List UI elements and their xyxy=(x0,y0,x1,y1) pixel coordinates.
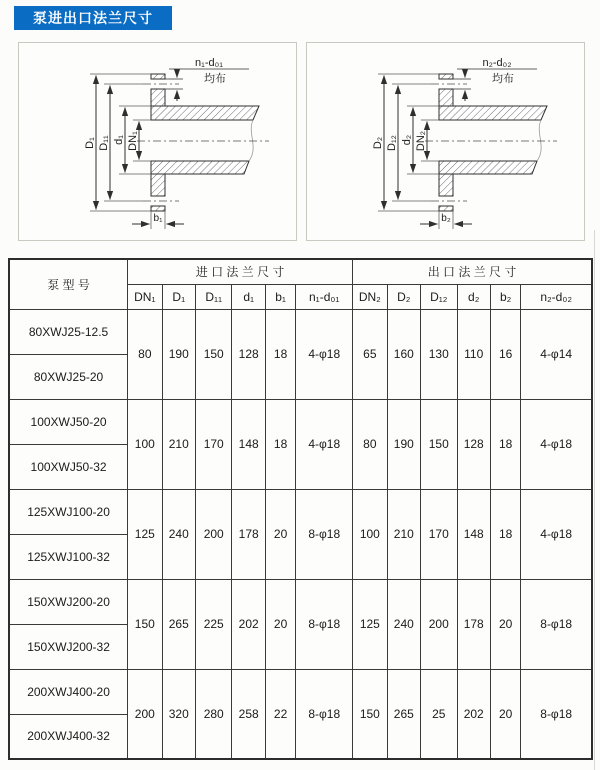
cell-model: 125XWJ100-20 xyxy=(9,489,128,534)
cell-model: 200XWJ400-20 xyxy=(9,669,128,714)
cell-model: 200XWJ400-32 xyxy=(9,714,128,759)
col-header-n1-d01: n₁-d₀₁ xyxy=(296,284,353,309)
cell-value: 8-φ18 xyxy=(296,579,353,669)
page-title: 泵进出口法兰尺寸 xyxy=(14,6,172,30)
cell-value: 200 xyxy=(421,579,457,669)
cell-value: 150 xyxy=(421,399,457,489)
col-header-D12: D₁₂ xyxy=(421,284,457,309)
cell-value: 20 xyxy=(490,579,520,669)
cell-value: 128 xyxy=(457,399,490,489)
inlet-flange-diagram xyxy=(18,42,297,241)
cell-model: 100XWJ50-20 xyxy=(9,399,128,444)
cell-value: 200 xyxy=(195,489,231,579)
dim-label-b2: b₂ xyxy=(441,213,451,224)
cell-value: 16 xyxy=(490,309,520,399)
cell-value: 225 xyxy=(195,579,231,669)
col-header-D1: D₁ xyxy=(162,284,195,309)
flange-dimensions-table xyxy=(8,258,593,760)
outlet-flange-diagram xyxy=(306,42,585,241)
dim-label-d2: d₂ xyxy=(401,134,413,146)
cell-value: 280 xyxy=(195,669,231,759)
cell-value: 148 xyxy=(232,399,265,489)
dim-label-D12: D₁₂ xyxy=(386,135,398,151)
cell-value: 4-φ18 xyxy=(296,399,353,489)
dim-label-b1: b₁ xyxy=(153,213,163,224)
dim-label-D1: D₁ xyxy=(84,137,96,149)
cell-value: 4-φ18 xyxy=(521,489,592,579)
cell-value: 18 xyxy=(490,399,520,489)
cell-model: 100XWJ50-32 xyxy=(9,444,128,489)
cell-value: 265 xyxy=(162,579,195,669)
cell-value: 20 xyxy=(265,579,295,669)
cell-value: 110 xyxy=(457,309,490,399)
header-outlet-flange-dims: 出 口 法 兰 尺 寸 xyxy=(353,259,592,284)
cell-value: 8-φ18 xyxy=(521,579,592,669)
cell-value: 258 xyxy=(232,669,265,759)
col-header-b2: b₂ xyxy=(490,284,520,309)
cell-value: 190 xyxy=(162,309,195,399)
cell-value: 4-φ18 xyxy=(296,309,353,399)
cell-value: 178 xyxy=(457,579,490,669)
cell-value: 22 xyxy=(265,669,295,759)
col-header-b1: b₁ xyxy=(265,284,295,309)
cell-model: 80XWJ25-20 xyxy=(9,354,128,399)
table-header xyxy=(9,259,592,309)
cell-value: 100 xyxy=(128,399,162,489)
table-row xyxy=(9,669,592,714)
cell-value: 125 xyxy=(353,579,387,669)
table-row xyxy=(9,489,592,534)
cell-value: 128 xyxy=(232,309,265,399)
cell-value: 20 xyxy=(490,669,520,759)
dim-label-d1: d₁ xyxy=(113,135,125,145)
cell-value: 210 xyxy=(387,489,420,579)
page-edge-line xyxy=(594,230,595,770)
cell-value: 150 xyxy=(128,579,162,669)
cell-value: 80 xyxy=(353,399,387,489)
table-row xyxy=(9,399,592,444)
dim-label-D2: D₂ xyxy=(372,136,384,150)
outlet-flange-drawing xyxy=(307,43,584,240)
cell-value: 125 xyxy=(128,489,162,579)
cell-value: 18 xyxy=(265,309,295,399)
cell-value: 200 xyxy=(128,669,162,759)
cell-value: 25 xyxy=(421,669,457,759)
cell-value: 18 xyxy=(265,399,295,489)
cell-value: 240 xyxy=(162,489,195,579)
table-row xyxy=(9,309,592,354)
col-header-d1: d₁ xyxy=(232,284,265,309)
header-inlet-flange-dims: 进 口 法 兰 尺 寸 xyxy=(128,259,353,284)
cell-value: 8-φ18 xyxy=(296,489,353,579)
cell-model: 150XWJ200-32 xyxy=(9,624,128,669)
cell-value: 202 xyxy=(457,669,490,759)
cell-value: 8-φ18 xyxy=(296,669,353,759)
cell-value: 265 xyxy=(387,669,420,759)
cell-value: 210 xyxy=(162,399,195,489)
dim-label-n1-d01: n₁-d₀₁ xyxy=(195,57,223,69)
cell-value: 150 xyxy=(195,309,231,399)
cell-value: 320 xyxy=(162,669,195,759)
col-header-D2: D₂ xyxy=(387,284,420,309)
cell-value: 4-φ18 xyxy=(521,399,592,489)
cell-value: 190 xyxy=(387,399,420,489)
cell-value: 4-φ14 xyxy=(521,309,592,399)
cell-value: 202 xyxy=(232,579,265,669)
col-header-n2-d02: n₂-d₀₂ xyxy=(521,284,592,309)
col-header-DN1: DN₁ xyxy=(128,284,162,309)
cell-value: 240 xyxy=(387,579,420,669)
dim-label-DN2: DN₂ xyxy=(415,130,427,152)
col-header-DN2: DN₂ xyxy=(353,284,387,309)
cell-value: 80 xyxy=(128,309,162,399)
cell-value: 130 xyxy=(421,309,457,399)
cell-value: 160 xyxy=(387,309,420,399)
dim-label-evenly-distributed: 均布 xyxy=(492,73,514,85)
col-header-D11: D₁₁ xyxy=(195,284,231,309)
cell-value: 65 xyxy=(353,309,387,399)
cell-value: 18 xyxy=(490,489,520,579)
table-row xyxy=(9,579,592,624)
cell-value: 150 xyxy=(353,669,387,759)
cell-value: 8-φ18 xyxy=(521,669,592,759)
cell-value: 100 xyxy=(353,489,387,579)
cell-model: 125XWJ100-32 xyxy=(9,534,128,579)
cell-value: 178 xyxy=(232,489,265,579)
dim-label-D11: D₁₁ xyxy=(98,135,110,151)
header-pump-model: 泵 型 号 xyxy=(9,259,128,309)
cell-model: 150XWJ200-20 xyxy=(9,579,128,624)
cell-value: 20 xyxy=(265,489,295,579)
dim-label-evenly-distributed: 均布 xyxy=(204,73,226,85)
cell-value: 170 xyxy=(421,489,457,579)
cell-model: 80XWJ25-12.5 xyxy=(9,309,128,354)
cell-value: 170 xyxy=(195,399,231,489)
cell-value: 148 xyxy=(457,489,490,579)
dim-label-n2-d02: n₂-d₀₂ xyxy=(482,57,512,69)
inlet-flange-drawing xyxy=(19,43,296,240)
dim-label-DN1: DN₁ xyxy=(127,131,139,151)
col-header-d2: d₂ xyxy=(457,284,490,309)
